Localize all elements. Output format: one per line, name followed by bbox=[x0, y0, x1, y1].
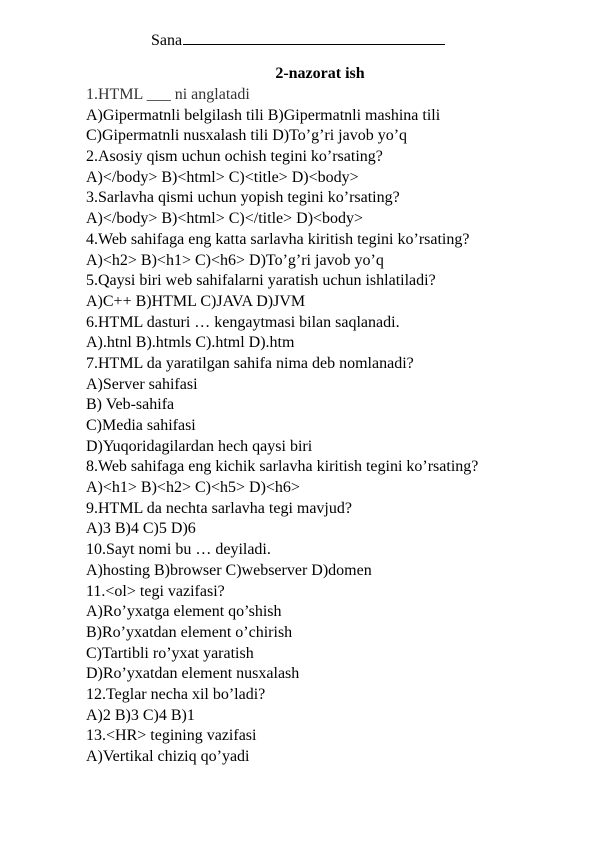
answer-line: A)3 B)4 C)5 D)6 bbox=[86, 520, 196, 538]
answer-line: C)Media sahifasi bbox=[86, 417, 196, 434]
question-list bbox=[86, 85, 586, 768]
question-line: 1.HTML ___ ni anglatadi bbox=[86, 86, 250, 103]
date-label: Sana bbox=[150, 32, 183, 49]
answer-line: A)</body> B)<html> C)<title> D)<body> bbox=[86, 168, 359, 186]
answer-line: D)Ro’yxatdan element nusxalash bbox=[86, 665, 300, 683]
question-line: 8.Web sahifaga eng kichik sarlavha kiritish tegini ko’rsating? bbox=[86, 458, 479, 476]
answer-line: D)Yuqoridagilardan hech qaysi biri bbox=[86, 437, 313, 455]
answer-line: A)hosting B)browser C)webserver D)domen bbox=[86, 561, 372, 579]
answer-line: C)Gipermatnli nusxalash tili D)To’g’ri javob yo’q bbox=[86, 127, 408, 145]
question-line: 13.<HR> tegining vazifasi bbox=[86, 727, 257, 745]
question-line: 3.Sarlavha qismi uchun yopish tegini ko’rsating? bbox=[86, 189, 400, 207]
question-line: 5.Qaysi biri web sahifalarni yaratish uchun ishlatiladi? bbox=[86, 272, 436, 290]
answer-line: A)2 B)3 C)4 B)1 bbox=[86, 706, 195, 724]
answer-line: A)Gipermatnli belgilash tili B)Gipermatnli mashina tili bbox=[86, 106, 441, 124]
question-line: 9.HTML da nechta sarlavha tegi mavjud? bbox=[86, 499, 352, 517]
answer-line: A)Ro’yxatga element qo’shish bbox=[86, 603, 282, 621]
date-line bbox=[0, 30, 596, 51]
answer-line: A)<h2> B)<h1> C)<h6> D)To’g’ri javob yo’q bbox=[86, 251, 384, 269]
date-blank-field bbox=[183, 30, 445, 45]
answer-line: A)Vertikal chiziq qo’yadi bbox=[86, 748, 250, 765]
question-line: 10.Sayt nomi bu … deyiladi. bbox=[86, 541, 271, 559]
page-title: 2-nazorat ish bbox=[275, 65, 365, 82]
question-line: 11.<ol> tegi vazifasi? bbox=[86, 582, 225, 600]
answer-line: B) Veb-sahifa bbox=[86, 396, 175, 414]
answer-line: B)Ro’yxatdan element o’chirish bbox=[86, 623, 293, 641]
answer-line: A)</body> B)<html> C)</title> D)<body> bbox=[86, 210, 364, 228]
question-line: 12.Teglar necha xil bo’ladi? bbox=[86, 685, 266, 703]
question-line: 2.Asosiy qism uchun ochish tegini ko’rsating? bbox=[86, 148, 383, 166]
question-line: 4.Web sahifaga eng katta sarlavha kiritish tegini ko’rsating? bbox=[86, 230, 470, 248]
question-line: 6.HTML dasturi … kengaytmasi bilan saqlanadi. bbox=[86, 313, 400, 331]
answer-line: C)Tartibli ro’yxat yaratish bbox=[86, 644, 254, 662]
answer-line: A).htnl B).htmls C).html D).htm bbox=[86, 334, 295, 352]
answer-line: A)Server sahifasi bbox=[86, 375, 198, 393]
answer-line: A)C++ B)HTML C)JAVA D)JVM bbox=[86, 292, 306, 310]
answer-line: A)<h1> B)<h2> C)<h5> D)<h6> bbox=[86, 479, 300, 497]
question-line: 7.HTML da yaratilgan sahifa nima deb nomlanadi? bbox=[86, 354, 414, 372]
